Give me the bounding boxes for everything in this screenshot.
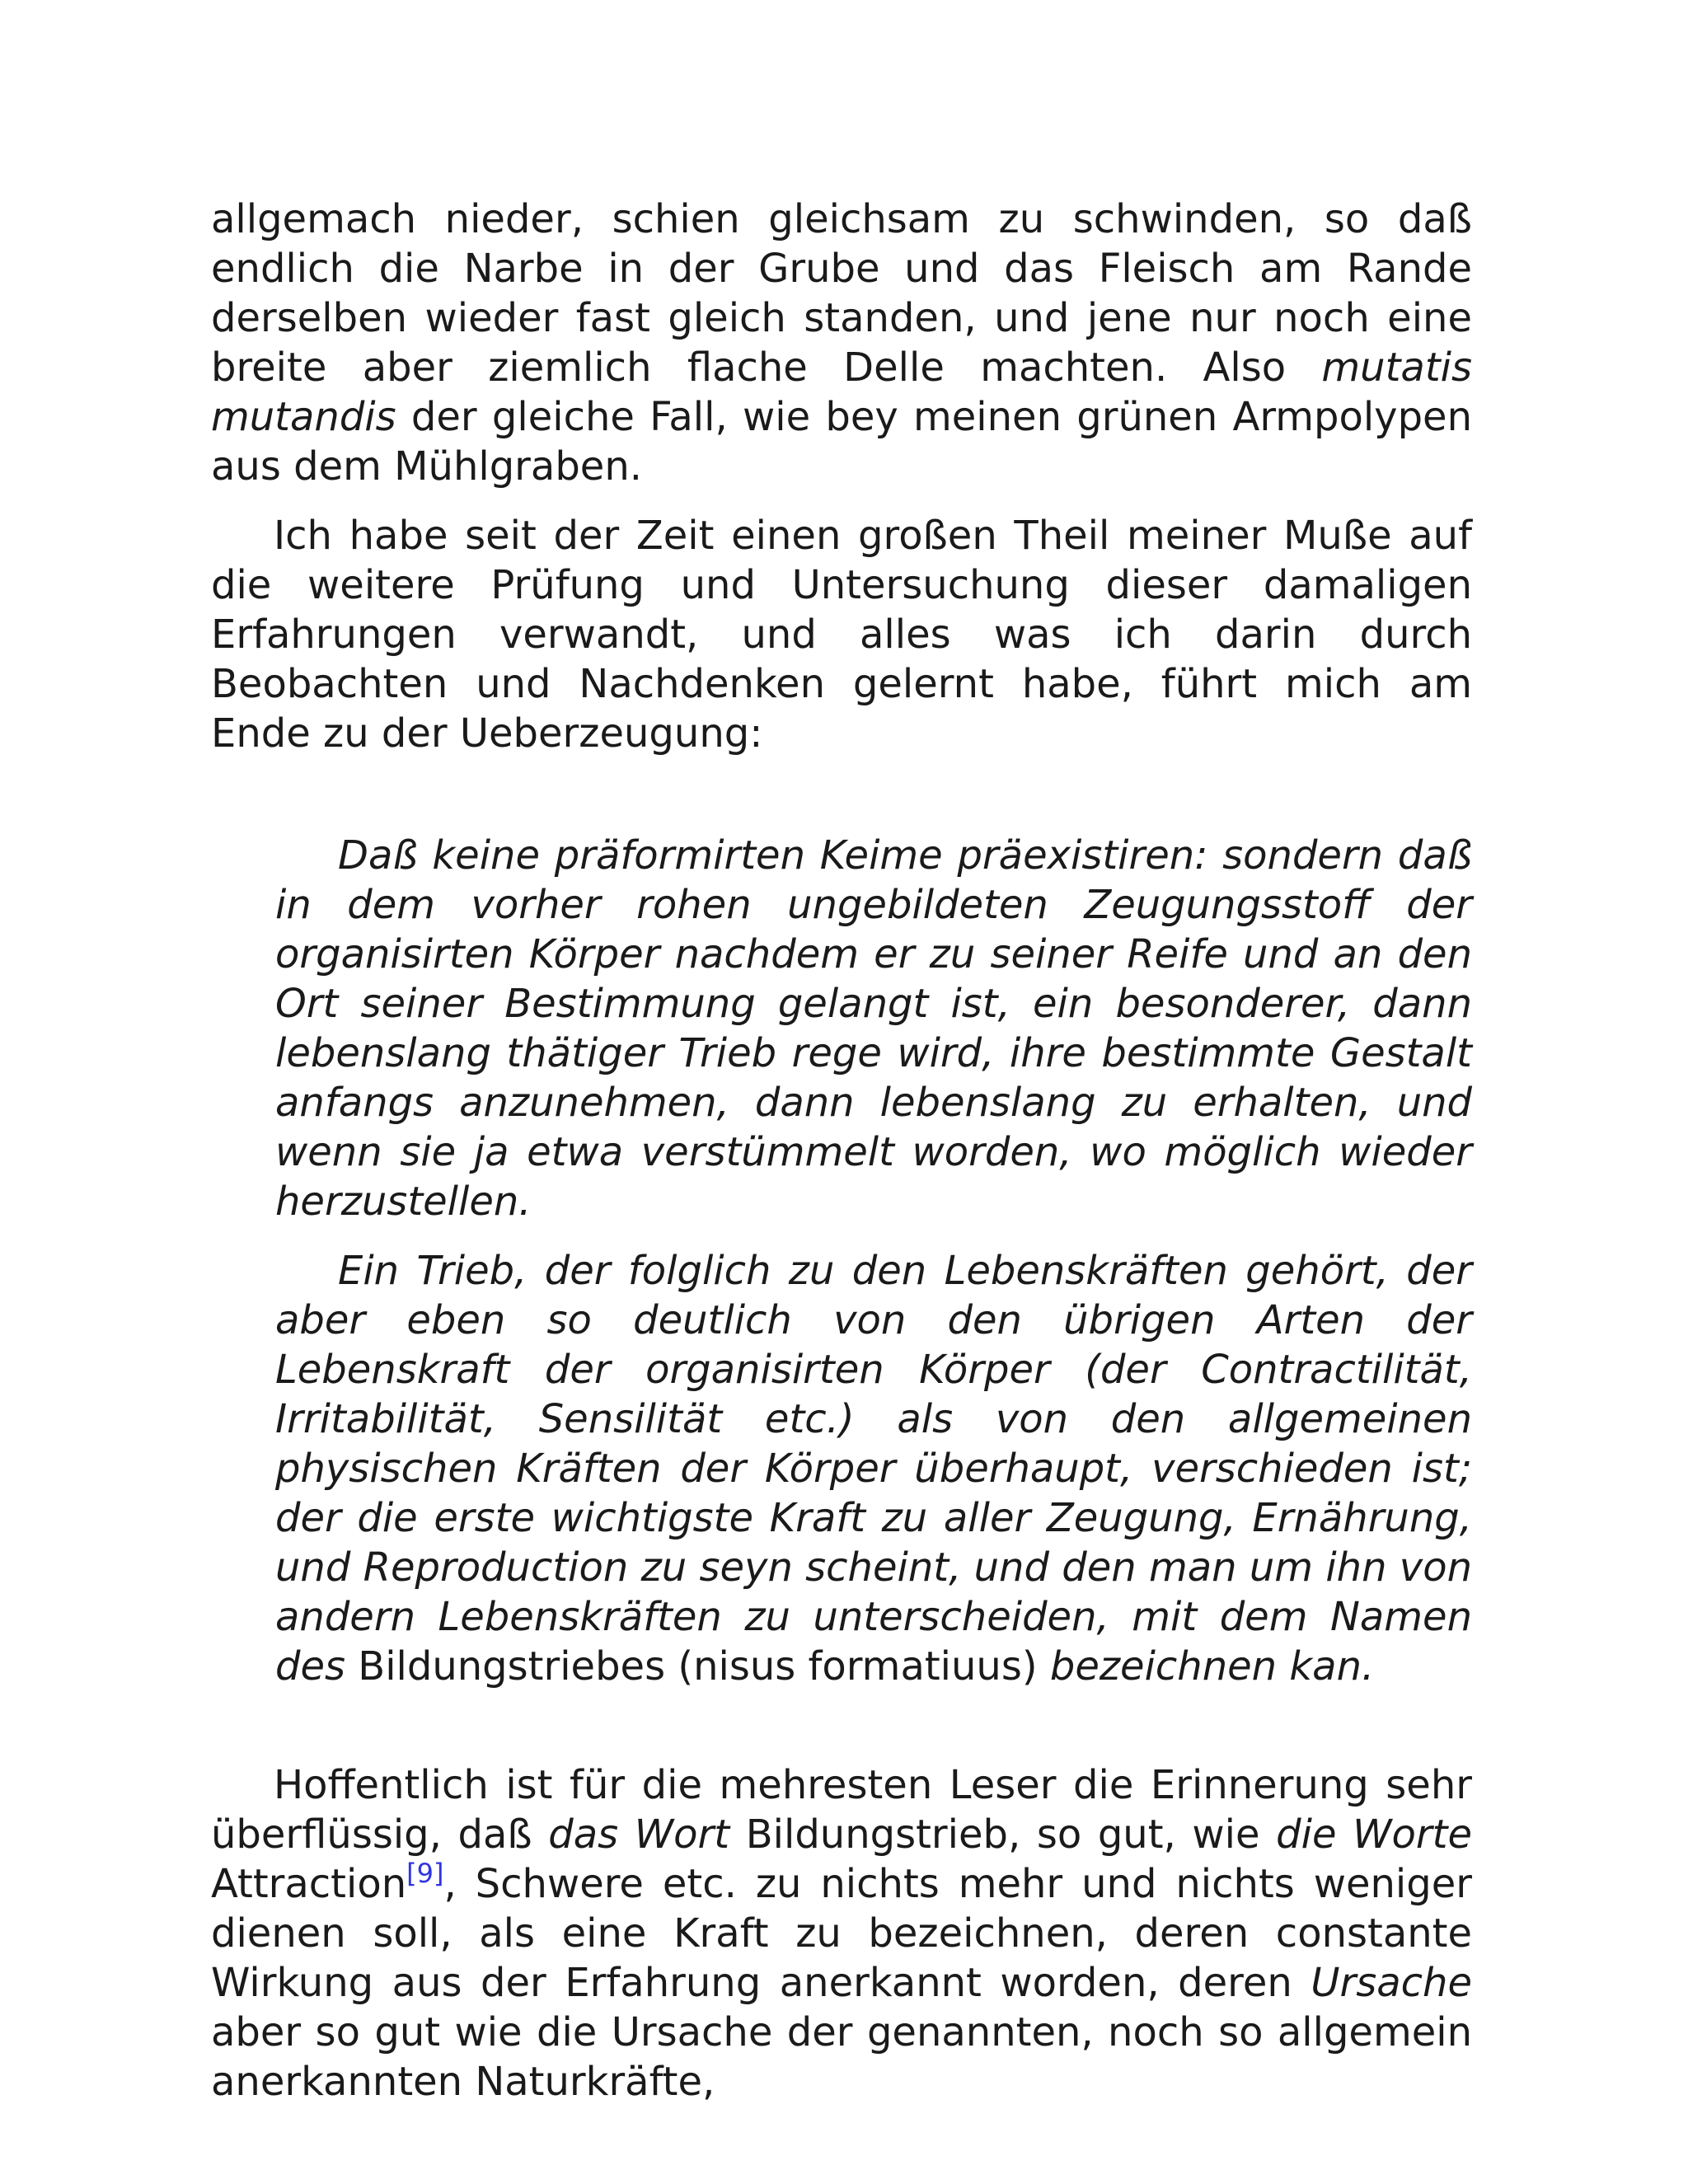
text-run: allgemach nieder, schien gleichsam zu schwinden, so daß endlich die Narbe in der Grube und das Fleisch am Rande derselben wieder fast gleich standen, und jene nur noch eine breite aber ziemlich flache Delle machten. Also: [211, 196, 1472, 391]
paragraph-conviction-intro: Ich habe seit der Zeit einen großen Theil meiner Muße auf die weitere Prüfung und Untersuchung dieser damaligen Erfahrungen verwandt, und alles was ich darin durch Beobachten und Nachdenken gelernt habe, führt mich am Ende zu der Ueberzeugung:: [211, 513, 1472, 757]
paragraph-continuation: [211, 194, 1472, 491]
text-run: Bildungstrieb, so gut, wie: [729, 1811, 1277, 1858]
document-page: [211, 194, 1472, 2107]
block-quote: [275, 831, 1472, 1691]
text-run: Ein Trieb, der folglich zu den Lebenskräften gehört, der aber eben so deutlich von den übrigen Arten der Lebenskraft der organisirten Körper (der Contractilität, Irritabilität, Sensilität etc.) als von den allgemeinen physischen Kräften der Körper überhaupt, verschieden ist; der die erste wichtigste Kraft zu aller Zeugung, Ernährung, und Reproduction zu seyn scheint, und den man um ihn von andern Lebenskräften zu unterscheiden, mit dem Namen des: [275, 1248, 1472, 1690]
emphasis-text: Ursache: [1311, 1960, 1472, 2006]
text-run: bezeichnen kan.: [1037, 1643, 1375, 1690]
emphasis-text: mutatis mutandis: [211, 344, 1472, 440]
quote-paragraph-1: Daß keine präformirten Keime präexistiren: sondern daß in dem vorher rohen ungebildeten Zeugungsstoff der organisirten Körper nachdem er zu seiner Reife und an den Ort seiner Bestimmung gelangt ist, ein besonderer, dann lebenslang thätiger Trieb rege wird, ihre bestimmte Gestalt anfangs anzunehmen, dann lebenslang zu erhalten, und wenn sie ja etwa verstümmelt worden, wo möglich wieder herzustellen.: [275, 832, 1472, 1225]
text-run: aber so gut wie die Ursache der genannten, noch so allgemein anerkannten Naturkräfte,: [211, 2009, 1472, 2105]
text-run: der gleiche Fall, wie bey meinen grünen Armpolypen aus dem Mühlgraben.: [211, 394, 1472, 490]
upright-term: Bildungstriebes (nisus formatiuus): [358, 1643, 1038, 1690]
text-run: Hoffentlich ist für die mehresten Leser die Erinnerung sehr überflüssig, daß: [211, 1762, 1472, 1858]
emphasis-text: das Wort: [548, 1811, 730, 1858]
paragraph-remark: [211, 1760, 1472, 2107]
text-run: , Schwere etc. zu nichts mehr und nichts weniger dienen soll, als eine Kraft zu bezeichnen, deren constante Wirkung aus der Erfahrung anerkannt worden, deren: [211, 1861, 1472, 2006]
footnote-link[interactable]: [9]: [406, 1858, 444, 1889]
text-run: Attraction: [211, 1861, 407, 1907]
quote-paragraph-2: [275, 1246, 1472, 1691]
emphasis-text: die Worte: [1276, 1811, 1473, 1858]
